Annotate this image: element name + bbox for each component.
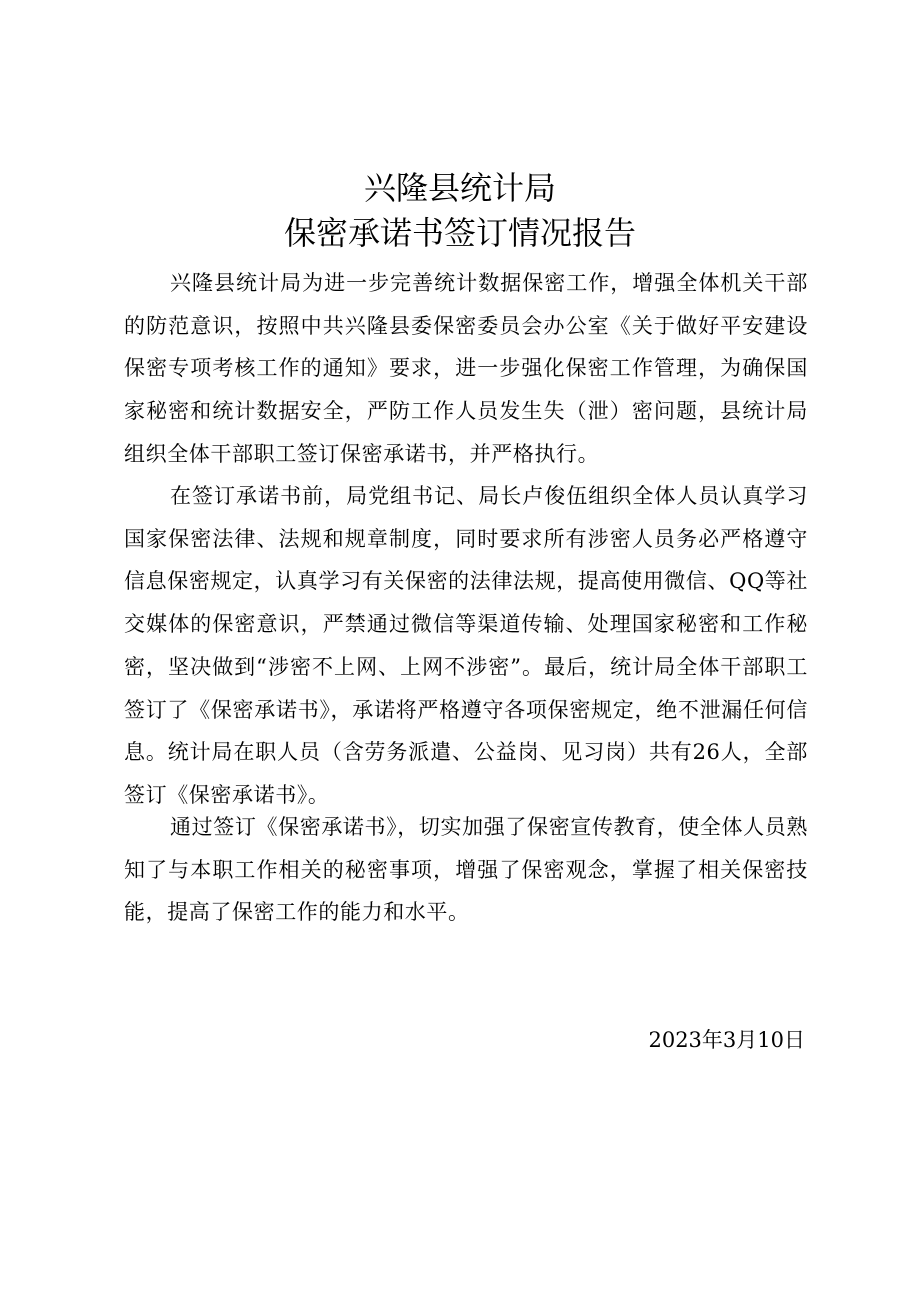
document-title-line-2: 保密承诺书签订情况报告 [283, 214, 636, 252]
paragraph-intro: 兴隆县统计局为进一步完善统计数据保密工作，增强全体机关干部的防范意识，按照中共兴隆县委保密委员会办公室《关于做好平安建设保密专项考核工作的通知》要求，进一步强化保密工作管理，为确保国家秘密和统计数据安全，严防工作人员发生失（泄）密问题，县统计局组织全体干部职工签订保密承诺书，并严格执行。 [124, 271, 808, 466]
document-title-line-1: 兴隆县统计局 [363, 169, 556, 207]
paragraph-conclusion: 通过签订《保密承诺书》，切实加强了保密宣传教育，使全体人员熟知了与本职工作相关的秘密事项，增强了保密观念，掌握了相关保密技能，提高了保密工作的能力和水平。 [124, 815, 808, 925]
document-date: 2023年3月10日 [648, 1028, 805, 1052]
paragraph-process: 在签订承诺书前，局党组书记、局长卢俊伍组织全体人员认真学习国家保密法律、法规和规章制度，同时要求所有涉密人员务必严格遵守信息保密规定，认真学习有关保密的法律法规，提高使用微信、QQ等社交媒体的保密意识，严禁通过微信等渠道传输、处理国家秘密和工作秘密，坚决做到“涉密不上网、上网不涉密”。最后，统计局全体干部职工签订了《保密承诺书》，承诺将严格遵守各项保密规定，绝不泄漏任何信息。统计局在职人员（含劳务派遣、公益岗、见习岗）共有26人，全部签订《保密承诺书》。 [124, 484, 808, 807]
